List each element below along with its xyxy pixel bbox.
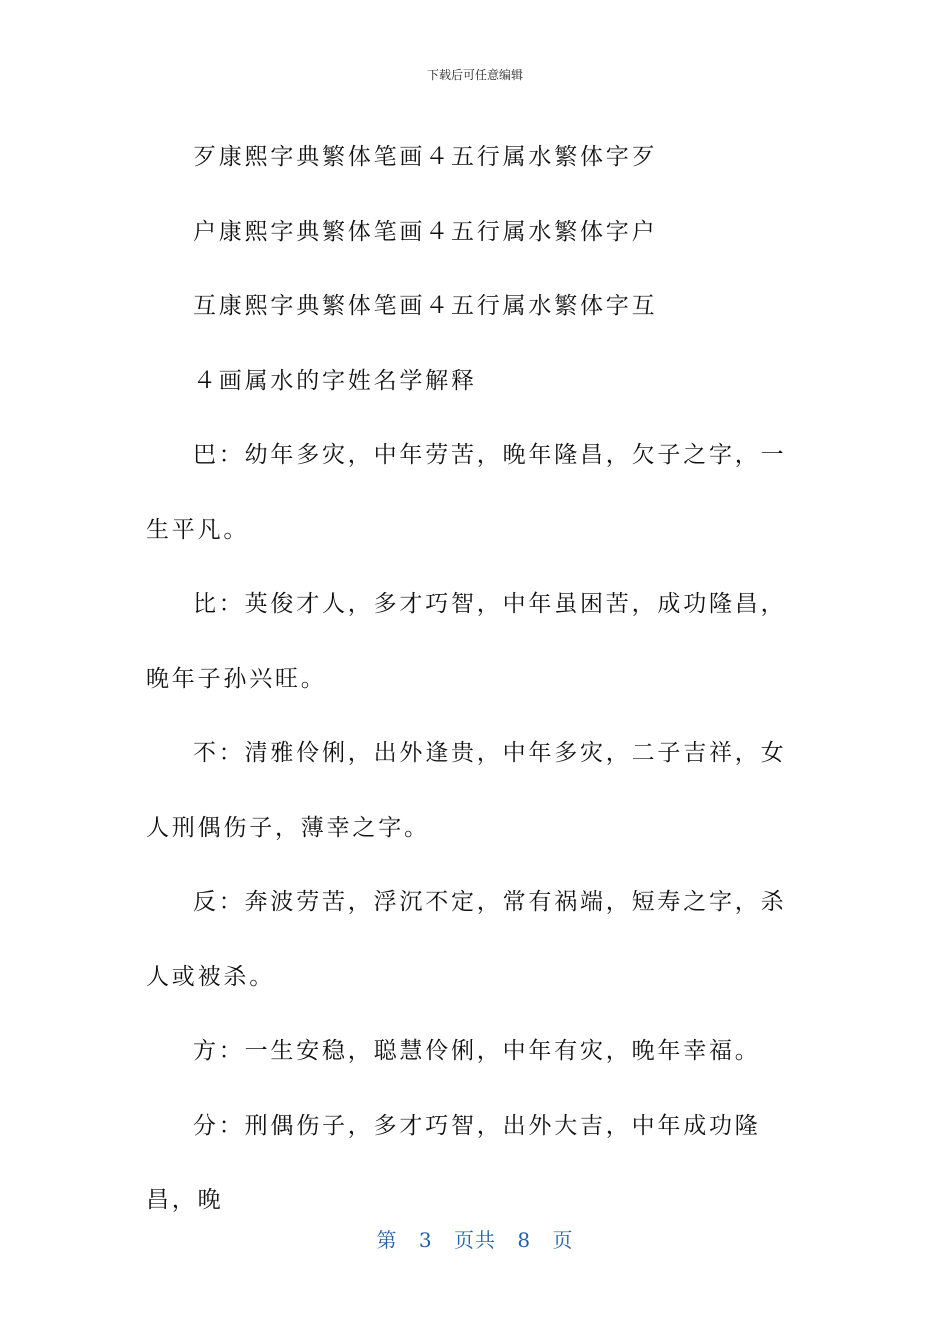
paragraph: 分：刑偶伤子，多才巧智，出外大吉，中年成功隆昌，晚 bbox=[146, 1112, 761, 1213]
paragraph: 不：清雅伶俐，出外逢贵，中年多灾，二子吉祥，女人刑偶伤子，薄幸之字。 bbox=[146, 740, 787, 841]
current-page-number: 3 bbox=[418, 1228, 433, 1252]
document-body bbox=[146, 120, 796, 1238]
footer-prefix: 第 bbox=[376, 1228, 398, 1252]
footer-suffix: 页 bbox=[552, 1228, 574, 1252]
section-heading: ４画属水的字姓名学解释 bbox=[193, 367, 477, 394]
paragraph: 户康熙字典繁体笔画４五行属水繁体字户 bbox=[193, 218, 658, 245]
paragraph: 巴：幼年多灾，中年劳苦，晚年隆昌，欠子之字，一生平凡。 bbox=[146, 442, 787, 543]
total-pages-number: 8 bbox=[517, 1228, 532, 1252]
paragraph: 歹康熙字典繁体笔画４五行属水繁体字歹 bbox=[193, 144, 658, 170]
paragraph: 方：一生安稳，聪慧伶俐，中年有灾，晚年幸福。 bbox=[193, 1038, 761, 1064]
footer-middle: 页共 bbox=[454, 1228, 496, 1252]
paragraph: 互康熙字典繁体笔画４五行属水繁体字互 bbox=[193, 293, 658, 319]
paragraph: 比：英俊才人，多才巧智，中年虽困苦，成功隆昌，晚年子孙兴旺。 bbox=[146, 591, 787, 692]
paragraph: 反：奔波劳苦，浮沉不定，常有祸端，短寿之字，杀人或被杀。 bbox=[146, 889, 787, 990]
page-header: 下载后可任意编辑 bbox=[426, 68, 523, 82]
page-footer bbox=[0, 1224, 950, 1253]
